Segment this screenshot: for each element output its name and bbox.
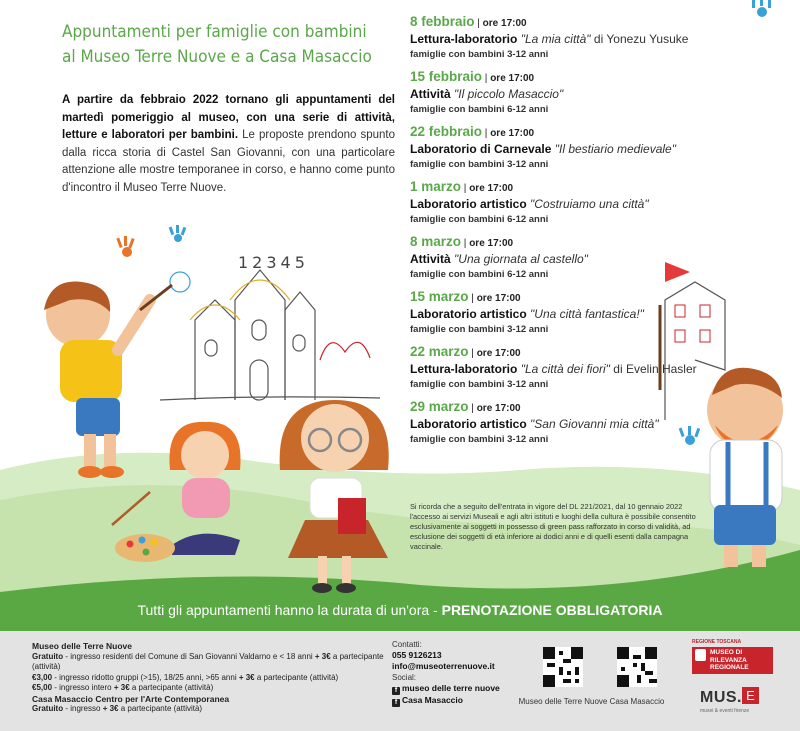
- event-type: Attività: [410, 252, 451, 266]
- event-item: 15 febbraio | ore 17:00 Attività "Il piccolo Masaccio" famiglie con bambini 6-12 anni: [410, 69, 710, 116]
- event-type: Lettura-laboratorio: [410, 32, 518, 46]
- event-time: ore 17:00: [469, 238, 514, 249]
- footer: [0, 631, 800, 731]
- intro-bold: A partire da febbraio 2022 tornano gli appuntamenti del martedì pomeriggio al museo, con una serie di attività, letture e laboratori per bambini.: [62, 94, 395, 141]
- event-date: 8 febbraio: [410, 14, 475, 29]
- qr2-label: Casa Masaccio: [609, 697, 665, 706]
- event-type: Laboratorio artistico: [410, 307, 527, 321]
- title-line-2: al Museo Terre Nuove e a Casa Masaccio: [62, 47, 372, 67]
- mus-logo-tagline: musei & eventi firenze: [700, 708, 750, 714]
- casa-title: Casa Masaccio Centro per l'Arte Contemporanea: [32, 693, 230, 704]
- price-tail: a partecipante (attività): [129, 683, 214, 692]
- price-line: [32, 673, 392, 684]
- event-date: 15 marzo: [410, 289, 469, 304]
- event-item: 1 marzo | ore 17:00 Laboratorio artistico "Costruiamo una città" famiglie con bambini 6-12 anni: [410, 179, 710, 226]
- event-audience: famiglie con bambini 3-12 anni: [410, 49, 549, 60]
- social-link-label: museo delle terre nuove: [402, 683, 500, 693]
- handprint-blue: [169, 225, 187, 242]
- event-author: di Evelin Hasler: [613, 362, 697, 376]
- banner-bold: PRENOTAZIONE OBBLIGATORIA: [441, 602, 663, 618]
- price-desc: - ingresso ridotto gruppi (>15), 18/25 anni, >65 anni: [52, 672, 239, 682]
- qr1-label: Museo delle Terre Nuove: [518, 697, 608, 706]
- event-time: ore 17:00: [476, 348, 521, 359]
- handprint-orange: [116, 236, 134, 257]
- event-name: "Il piccolo Masaccio": [454, 87, 564, 101]
- event-type: Lettura-laboratorio: [410, 362, 518, 376]
- event-date: 22 febbraio: [410, 124, 483, 139]
- price-line: [32, 652, 392, 673]
- event-type: Laboratorio artistico: [410, 197, 527, 211]
- event-audience: famiglie con bambini 3-12 anni: [410, 159, 549, 170]
- event-name: "Costruiamo una città": [530, 197, 649, 211]
- price-tail: a partecipante (attività): [118, 704, 203, 713]
- castle-drawing: [160, 270, 380, 400]
- event-time: ore 17:00: [469, 183, 514, 194]
- price-plus: + 3€: [238, 672, 255, 682]
- event-time: ore 17:00: [490, 128, 535, 139]
- price-desc: - ingresso intero: [52, 683, 114, 692]
- mus-logo-text: MUS.: [700, 689, 742, 706]
- event-time: ore 17:00: [490, 73, 535, 84]
- email-link[interactable]: info@museoterrenuove.it: [392, 661, 495, 671]
- drawing-numbers: 12345: [238, 253, 309, 272]
- event-date: 22 marzo: [410, 344, 469, 359]
- event-item: 8 marzo | ore 17:00 Attività "Una giornata al castello" famiglie con bambini 6-12 anni: [410, 234, 710, 281]
- price-line: [32, 683, 392, 694]
- phone-link[interactable]: 055 9126213: [392, 650, 442, 660]
- event-item: 29 marzo | ore 17:00 Laboratorio artistico "San Giovanni mia città" famiglie con bambini 3-12 anni: [410, 399, 710, 446]
- event-name: "Una giornata al castello": [454, 252, 588, 266]
- event-name: "San Giovanni mia città": [530, 417, 659, 431]
- event-date: 15 febbraio: [410, 69, 483, 84]
- price-line: [32, 704, 392, 715]
- price-plus: + 3€: [102, 704, 119, 713]
- regione-label: REGIONE TOSCANA: [692, 639, 742, 645]
- event-date: 29 marzo: [410, 399, 469, 414]
- social-link-museo[interactable]: [392, 683, 512, 695]
- event-type: Laboratorio artistico: [410, 417, 527, 431]
- event-name: "La città dei fiori": [520, 362, 610, 376]
- mus-e-logo: [700, 687, 780, 714]
- page-title: [62, 20, 392, 70]
- price-plus: + 3€: [314, 651, 331, 661]
- regione-toscana-logo: [692, 639, 782, 674]
- event-audience: famiglie con bambini 3-12 anni: [410, 379, 549, 390]
- event-date: 8 marzo: [410, 234, 462, 249]
- event-time: ore 17:00: [476, 293, 521, 304]
- contacts-label: Contatti:: [392, 640, 422, 649]
- museo-title: Museo delle Terre Nuove: [32, 641, 132, 651]
- contacts: [392, 639, 512, 707]
- event-item: 15 marzo | ore 17:00 Laboratorio artistico "Una città fantastica!" famiglie con bambini 3-12 anni: [410, 289, 710, 336]
- price-label: Gratuito: [32, 651, 64, 661]
- green-pass-notice: Si ricorda che a seguito dell'entrata in vigore del DL 221/2021, dal 10 gennaio 2022 l'accesso ai servizi Museali e agli altri istituti e luoghi della cultura è possibile consentito esclusivamente ai soggetti in possesso di green pass rafforzato in corso di validità, ad esclusione dei soggetti di età inferiore ai dodici anni e di quelli esenti dalla campagna vaccinale.: [410, 502, 696, 551]
- banner-regular: Tutti gli appuntamenti hanno la durata di un'ora -: [137, 602, 442, 618]
- event-item: 8 febbraio | ore 17:00 Lettura-laboratorio "La mia città" di Yonezu Yusuke famiglie con bambini 3-12 anni: [410, 14, 710, 61]
- event-date: 1 marzo: [410, 179, 462, 194]
- event-type: Laboratorio di Carnevale: [410, 142, 552, 156]
- social-link-label: Casa Masaccio: [402, 695, 463, 705]
- price-tail: a partecipante (attività): [254, 672, 339, 682]
- event-audience: famiglie con bambini 3-12 anni: [410, 324, 549, 335]
- intro-paragraph: [62, 92, 395, 197]
- duration-banner: [0, 602, 800, 618]
- mus-logo-e: E: [742, 687, 759, 704]
- price-desc: - ingresso residenti del Comune di San Giovanni Valdarno e < 18 anni: [63, 651, 315, 661]
- boy-left: [44, 282, 172, 478]
- price-label: €5,00: [32, 683, 53, 692]
- price-plus: + 3€: [113, 683, 130, 692]
- handprint-blue-top: [752, 0, 771, 17]
- event-type: Attività: [410, 87, 451, 101]
- qr-code-museo[interactable]: [543, 647, 583, 687]
- event-name: "Il bestiario medievale": [554, 142, 676, 156]
- event-audience: famiglie con bambini 3-12 anni: [410, 434, 549, 445]
- price-desc: - ingresso: [63, 704, 103, 713]
- facebook-icon: f: [392, 699, 400, 707]
- price-label: €3,00: [32, 672, 53, 682]
- qr-code-casa[interactable]: [617, 647, 657, 687]
- social-label: Social:: [392, 673, 417, 682]
- price-label: Gratuito: [32, 704, 64, 713]
- event-name: "Una città fantastica!": [530, 307, 644, 321]
- event-audience: famiglie con bambini 6-12 anni: [410, 214, 549, 225]
- event-author: di Yonezu Yusuke: [593, 32, 689, 46]
- rilevanza-badge: MUSEO DI RILEVANZA REGIONALE: [692, 647, 773, 674]
- event-item: 22 marzo | ore 17:00 Lettura-laboratorio "La città dei fiori" di Evelin Hasler famiglie con bambini 3-12 anni: [410, 344, 710, 391]
- event-item: 22 febbraio | ore 17:00 Laboratorio di Carnevale "Il bestiario medievale" famiglie con bambini 3-12 anni: [410, 124, 710, 171]
- pricing-info: [32, 641, 392, 715]
- event-time: ore 17:00: [476, 403, 521, 414]
- event-audience: famiglie con bambini 6-12 anni: [410, 104, 549, 115]
- social-link-casa[interactable]: [392, 695, 512, 707]
- event-name: "La mia città": [520, 32, 591, 46]
- event-time: ore 17:00: [482, 18, 527, 29]
- facebook-icon: f: [392, 687, 400, 695]
- title-line-1: Appuntamenti per famiglie con bambini: [62, 22, 367, 42]
- events-list: [410, 14, 710, 454]
- event-audience: famiglie con bambini 6-12 anni: [410, 269, 549, 280]
- price-tail: a partecipante (attività): [32, 651, 384, 671]
- intro-regular: Le proposte prendono spunto dalla ricca storia di Castel San Giovanni, con una particolare attenzione alle mostre temporanee in corso, e hanno come punto d'incontro il Museo Terre Nuove.: [62, 129, 395, 194]
